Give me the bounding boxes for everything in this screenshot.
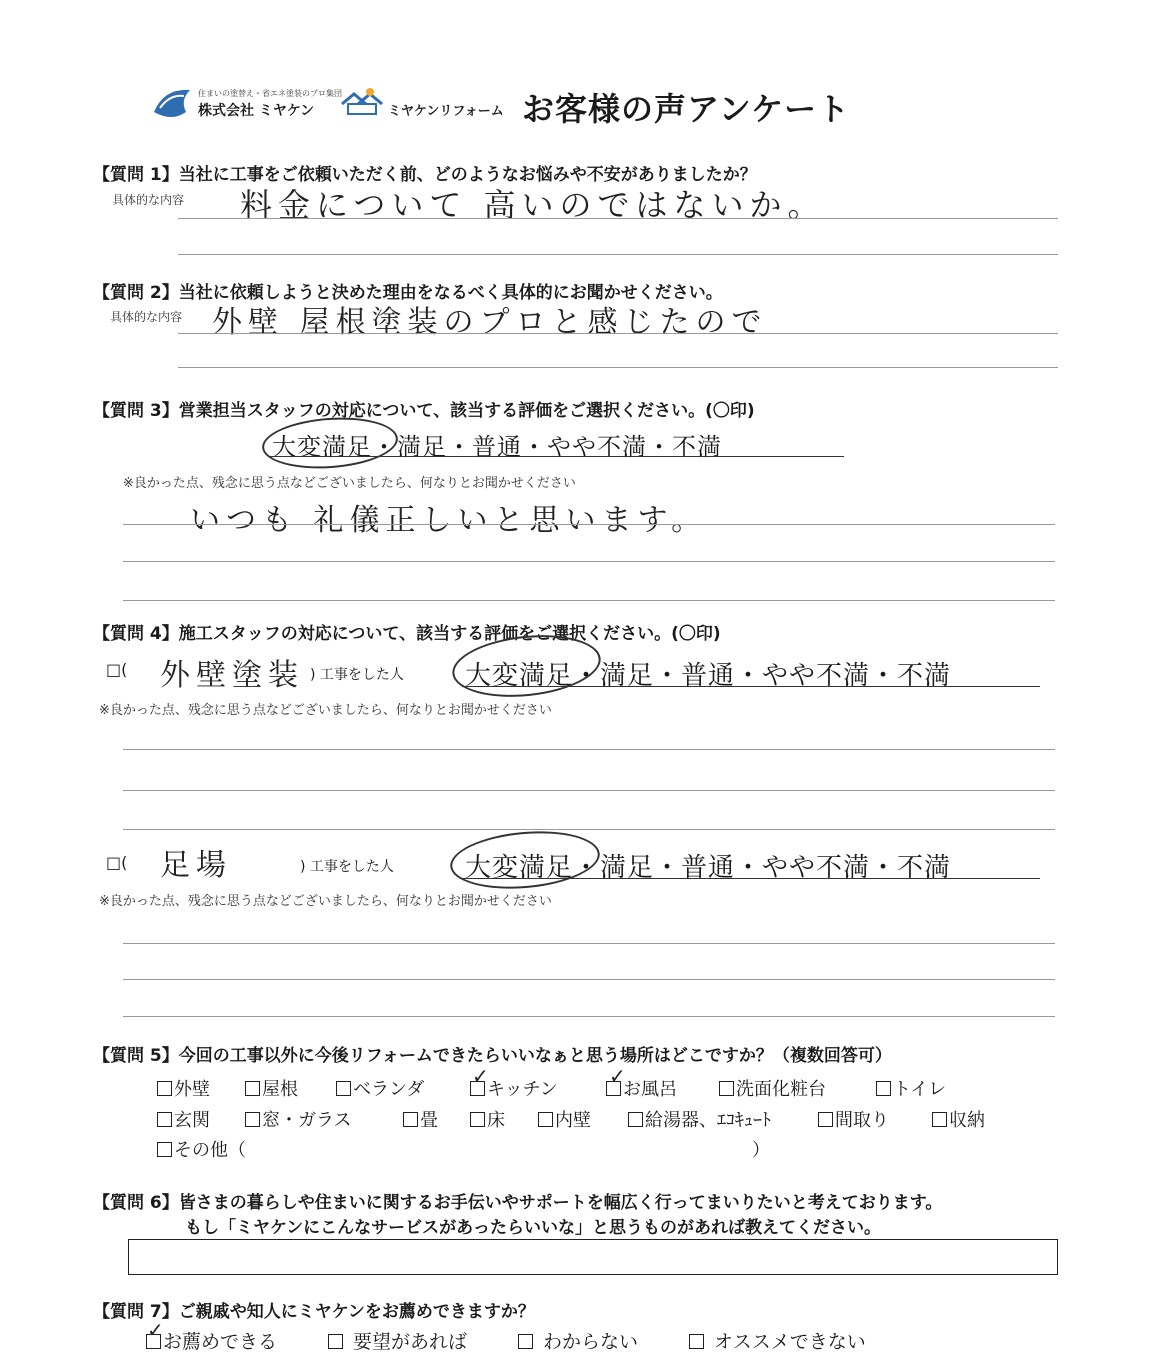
option-floor-plan[interactable]: 間取り (818, 1106, 889, 1132)
option-window-glass[interactable]: 窓・ガラス (245, 1106, 351, 1132)
checkbox[interactable] (245, 1112, 260, 1127)
question-6-text-line2: もし「ミヤケンにこんなサービスがあったらいいな」と思うものがあれば教えてください。 (185, 1218, 881, 1238)
option-vanity[interactable]: 洗面化粧台 (719, 1075, 826, 1101)
work-type-suffix: ) 工事をした人 (310, 667, 404, 683)
answer-label: 具体的な内容 (112, 193, 185, 207)
answer-line (123, 749, 1055, 750)
service-answer-box[interactable] (128, 1239, 1058, 1275)
checkmark-icon: ✓ (609, 1064, 626, 1088)
page-title: お客様の声アンケート (522, 90, 851, 128)
option-if-requested[interactable]: 要望があれば (328, 1327, 467, 1354)
option-bath[interactable]: お風呂 (606, 1075, 677, 1101)
question-4-text: 【質問 4】施工スタッフの対応について、該当する評価をご選択ください。(〇印) (93, 624, 721, 644)
option-water-heater[interactable]: 給湯器、ｴｺｷｭｰﾄ (628, 1106, 771, 1132)
checkbox[interactable] (157, 1081, 172, 1096)
checkmark-icon: ✓ (147, 1318, 164, 1342)
answer-label: 具体的な内容 (110, 310, 183, 324)
question-5-text: 【質問 5】今回の工事以外に今後リフォームできたらいいなぁと思う場所はどこですか？（複数回答可） (93, 1046, 892, 1066)
option-floor[interactable]: 床 (470, 1106, 505, 1132)
checkbox[interactable] (876, 1081, 891, 1096)
question-7-text: 【質問 7】ご親戚や知人にミヤケンをお薦めできますか？ (93, 1302, 535, 1322)
option-tatami[interactable]: 畳 (403, 1106, 438, 1132)
answer-line (123, 943, 1055, 944)
checkbox[interactable] (932, 1112, 947, 1127)
answer-line (123, 790, 1055, 791)
checkbox[interactable] (328, 1334, 343, 1349)
checkbox[interactable] (719, 1081, 734, 1096)
logo1-company: 株式会社 ミヤケン (198, 103, 315, 119)
checkbox[interactable] (157, 1142, 172, 1157)
work-type-handwriting: 足場 (160, 848, 232, 883)
house-logo-icon (338, 86, 386, 118)
question-1-text: 【質問 1】当社に工事をご依頼いただく前、どのようなお悩みや不安がありましたか？ (93, 165, 757, 185)
answer-line (178, 367, 1058, 368)
option-exterior-wall[interactable]: 外壁 (157, 1075, 210, 1101)
question-6-text: 【質問 6】皆さまの暮らしや住まいに関するお手伝いやサポートを幅広く行ってまいりたいと考えております。 (93, 1193, 943, 1213)
option-veranda[interactable]: ベランダ (336, 1075, 424, 1101)
option-storage[interactable]: 収納 (932, 1106, 985, 1132)
rating-scale: 大変満足・満足・普通・やや不満・不満 (465, 661, 952, 691)
answer-line (123, 979, 1055, 980)
answer-3-handwriting: いつも 礼儀正しいと思います。 (190, 503, 708, 538)
rating-scale: 大変満足・満足・普通・やや不満・不満 (465, 853, 952, 883)
answer-line (123, 524, 1055, 525)
checkbox[interactable] (403, 1112, 418, 1127)
option-interior-wall[interactable]: 内壁 (538, 1106, 591, 1132)
miyaken-logo-icon (150, 82, 196, 124)
work-type-suffix: ) 工事をした人 (300, 859, 394, 875)
checkbox[interactable] (689, 1334, 704, 1349)
option-kitchen[interactable]: キッチン (470, 1075, 558, 1101)
answer-1-handwriting: 料金について 高いのではないか。 (240, 186, 826, 224)
answer-line (123, 561, 1055, 562)
work-type-prefix: □( (106, 853, 128, 872)
option-entrance[interactable]: 玄関 (157, 1106, 210, 1132)
logo2-name: ミヤケンリフォーム (388, 104, 504, 119)
checkbox[interactable] (157, 1112, 172, 1127)
answer-line (123, 600, 1055, 601)
logo1-tagline: 住まいの塗替え・省エネ塗装のプロ集団 (198, 89, 342, 98)
work-type-prefix: □( (106, 660, 128, 679)
answer-line (178, 333, 1058, 334)
option-cannot-recommend[interactable]: オススメできない (689, 1327, 866, 1354)
selected-rating-circle (448, 826, 602, 895)
checkbox[interactable] (470, 1112, 485, 1127)
checkmark-icon: ✓ (472, 1064, 489, 1088)
option-can-recommend[interactable]: お薦めできる (146, 1327, 277, 1354)
rating-scale: 大変満足・満足・普通・やや不満・不満 (272, 433, 722, 461)
question-2-text: 【質問 2】当社に依頼しようと決めた理由をなるべく具体的にお聞かせください。 (93, 283, 723, 303)
answer-line (178, 254, 1058, 255)
option-other-close: ） (752, 1140, 770, 1161)
checkbox[interactable] (818, 1112, 833, 1127)
question-3-text: 【質問 3】営業担当スタッフの対応について、該当する評価をご選択ください。(〇印) (93, 401, 755, 421)
checkbox[interactable] (538, 1112, 553, 1127)
answer-line (178, 218, 1058, 219)
option-dont-know[interactable]: わからない (518, 1327, 638, 1354)
comment-prompt: ※良かった点、残念に思う点などございましたら、何なりとお聞かせください (99, 894, 552, 909)
checkbox[interactable] (628, 1112, 643, 1127)
comment-prompt: ※良かった点、残念に思う点などございましたら、何なりとお聞かせください (99, 703, 552, 718)
answer-2-handwriting: 外壁 屋根塗装のプロと感じたので (212, 305, 768, 340)
checkbox[interactable] (336, 1081, 351, 1096)
selected-rating-circle (260, 413, 399, 472)
checkbox[interactable] (245, 1081, 260, 1096)
option-roof[interactable]: 屋根 (245, 1075, 298, 1101)
checkbox[interactable] (518, 1334, 533, 1349)
work-type-handwriting: 外壁塗装 (160, 658, 304, 693)
comment-prompt: ※良かった点、残念に思う点などございましたら、何なりとお聞かせください (123, 476, 576, 491)
option-other[interactable]: その他（ (157, 1136, 246, 1162)
answer-line (123, 1016, 1055, 1017)
answer-line (123, 829, 1055, 830)
option-toilet[interactable]: トイレ (876, 1075, 946, 1101)
